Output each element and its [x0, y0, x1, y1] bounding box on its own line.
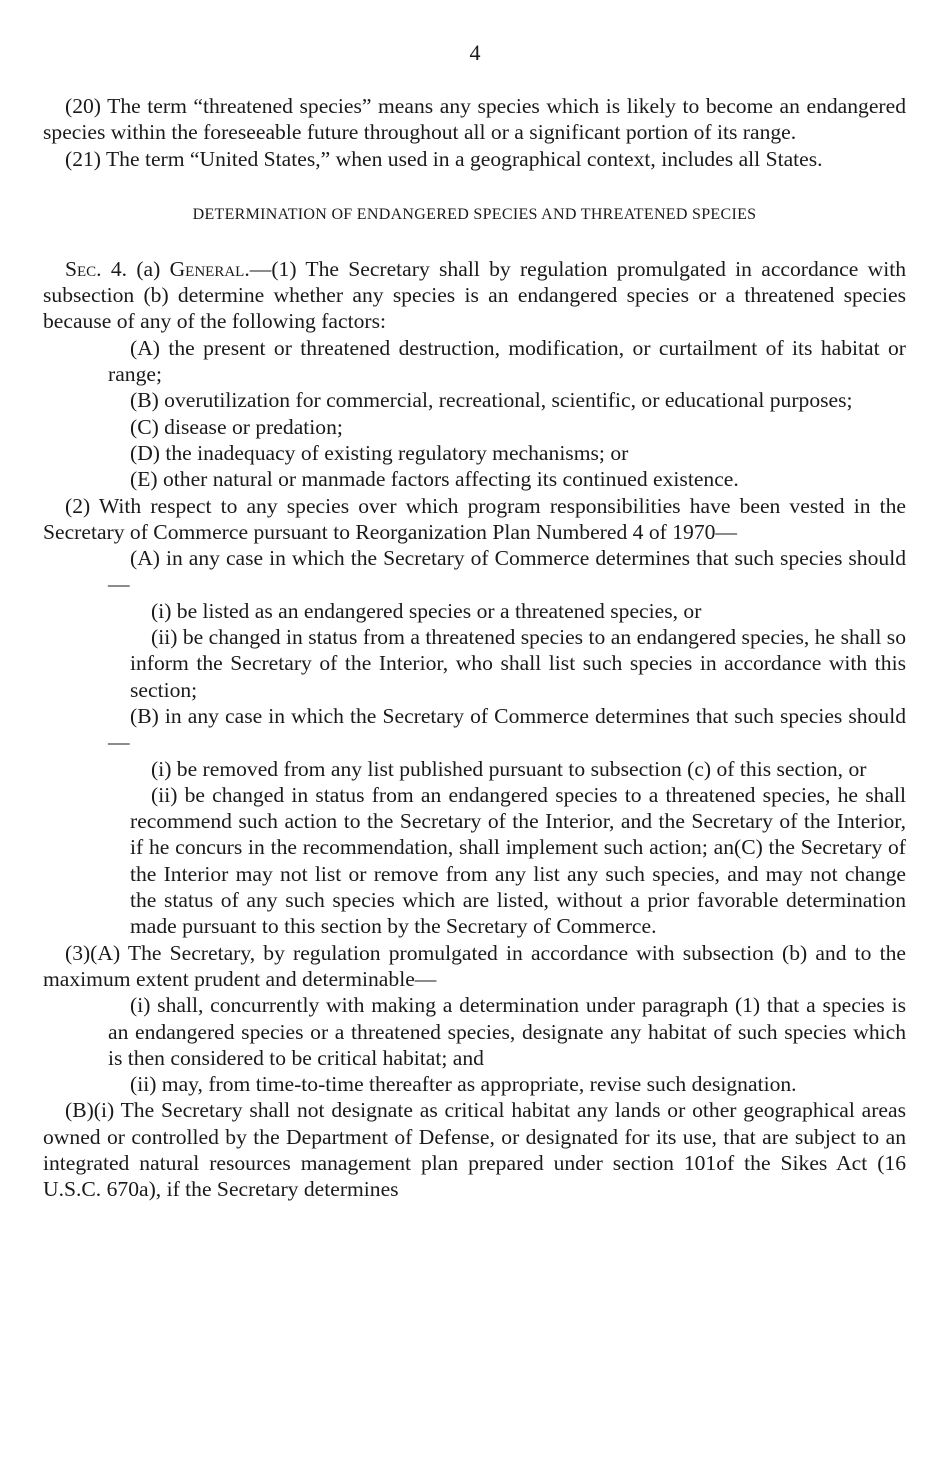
factor-e: (E) other natural or manmade factors affecting its continued existence. — [130, 467, 739, 492]
paragraph-2-a: (A) in any case in which the Secretary of Commerce determines that such species should— — [108, 546, 906, 597]
subsection-label: (a) — [136, 256, 161, 281]
paragraph-2-b-i: (i) be removed from any list published pursuant to subsection (c) of this section, or — [151, 756, 867, 781]
definition-20: (20) The term “threatened species” means any species which is likely to become an endangered species within the foreseeable future throughout all or a significant portion of its range. — [43, 94, 906, 145]
subsection-caption: General. — [169, 256, 250, 281]
document-body — [43, 93, 906, 1203]
paragraph-2-a-i: (i) be listed as an endangered species or a threatened species, or — [151, 598, 702, 623]
paragraph-3-a-i: (i) shall, concurrently with making a determination under paragraph (1) that a species is an endangered species or a threatened species, designate any habitat of such species which is then considered to be critical habitat; and — [108, 993, 906, 1070]
paragraph-2: (2) With respect to any species over which program responsibilities have been vested in the Secretary of Commerce pursuant to Reorganization Plan Numbered 4 of 1970— — [43, 493, 906, 544]
paragraph-2-b: (B) in any case in which the Secretary of Commerce determines that such species should— — [108, 703, 906, 755]
paragraph-2-a-ii: (ii) be changed in status from a threatened species to an endangered species, he shall so inform the Secretary of the Interior, who shall list such species in accordance with this section; — [130, 625, 906, 702]
paragraph-2-b-ii: (ii) be changed in status from an endangered species to a threatened species, he shall recommend such action to the Secretary of the Interior, and the Secretary of the Interior, if he concurs in the recommendation, shall implement such action; an(C) the Secretary of the Interior may not list or remove from any list any such species, and may not change the status of any such species which are listed, without a prior favorable determination made pursuant to this section by the Secretary of Commerce. — [130, 782, 906, 939]
page-number: 4 — [469, 40, 481, 65]
paragraph-3-a: (3)(A) The Secretary, by regulation promulgated in accordance with subsection (b) and to the maximum extent prudent and determinable— — [43, 940, 906, 991]
factor-d: (D) the inadequacy of existing regulatory mechanisms; or — [130, 440, 629, 465]
paragraph-3-b: (B)(i) The Secretary shall not designate as critical habitat any lands or other geographical areas owned or controlled by the Department of Defense, or designated for its use, that are subject to an integrated natural resources management plan prepared under section 101of the Sikes Act (16 U.S.C. 670a), if the Secretary determines — [43, 1098, 906, 1202]
section-4-text: —(1) The Secretary shall by regulation promulgated in accordance with subsection (b) determine whether any species is an endangered species or a threatened species because of any of the following factors: — [43, 256, 906, 334]
section-heading: DETERMINATION OF ENDANGERED SPECIES AND THREATENED SPECIES — [192, 205, 757, 223]
section-4-paragraph-1 — [43, 256, 906, 335]
factor-a: (A) the present or threatened destruction, modification, or curtailment of its habitat or range; — [108, 335, 906, 387]
factor-b: (B) overutilization for commercial, recreational, scientific, or educational purposes; — [130, 388, 853, 413]
definition-21: (21) The term “United States,” when used in a geographical context, includes all States. — [65, 146, 823, 171]
paragraph-3-a-ii: (ii) may, from time-to-time thereafter as appropriate, revise such designation. — [130, 1072, 797, 1097]
factor-c: (C) disease or predation; — [130, 414, 343, 439]
section-label: Sec. 4. — [65, 256, 128, 281]
